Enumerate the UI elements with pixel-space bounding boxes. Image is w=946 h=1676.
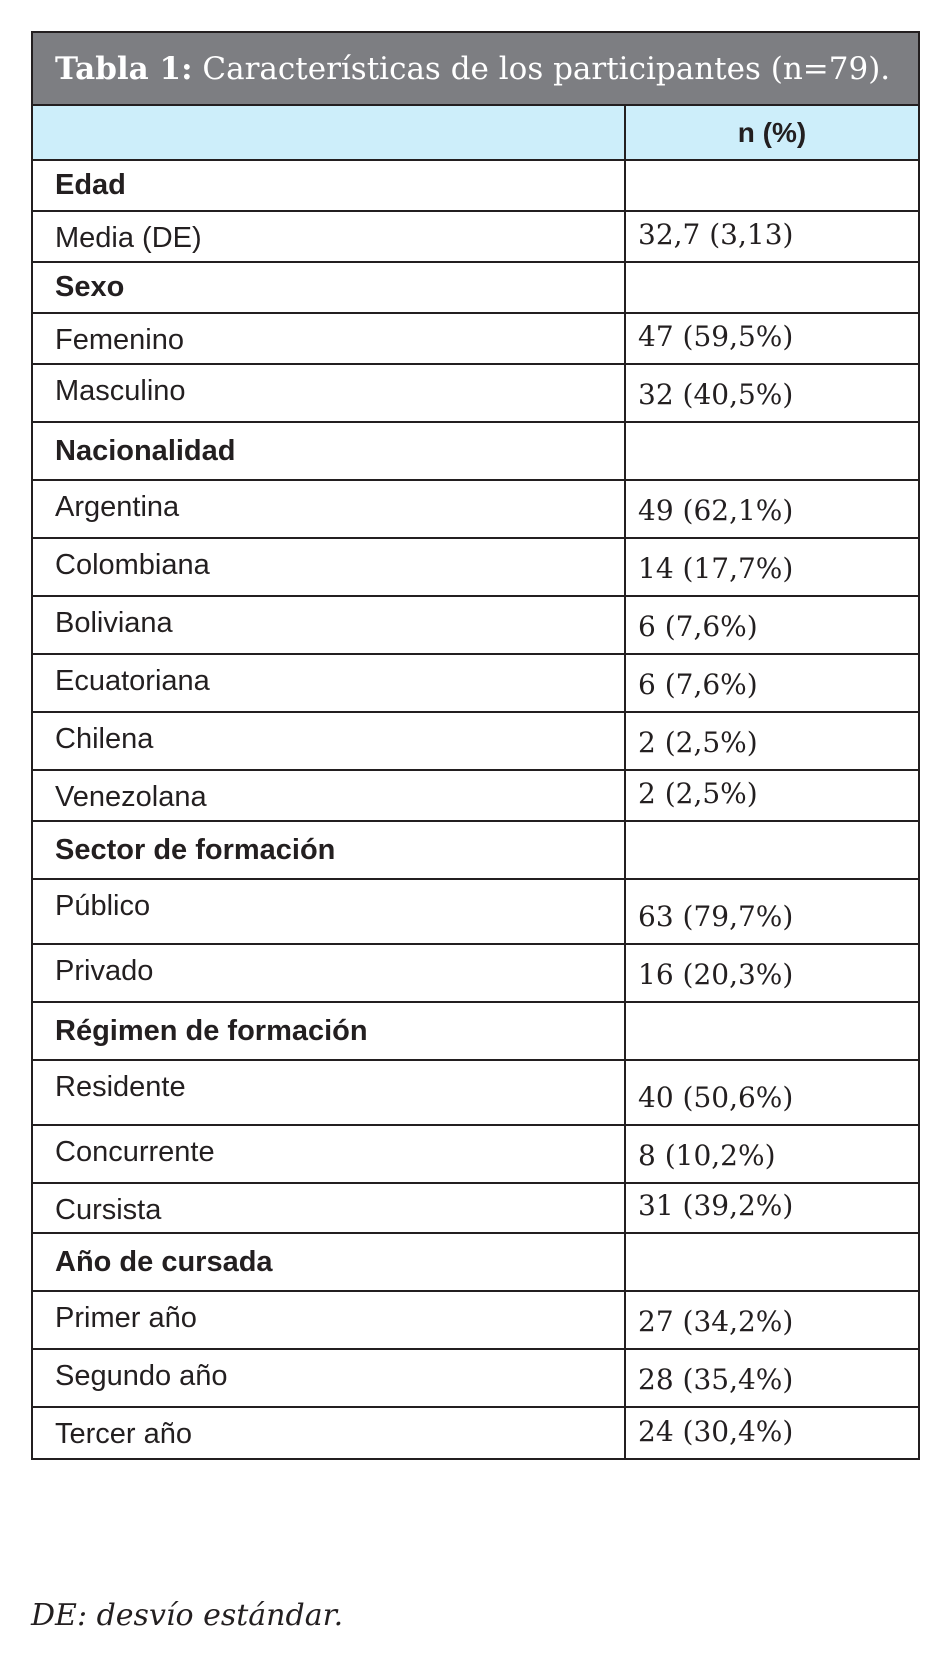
row-label: Venezolana — [33, 771, 626, 820]
row-value — [626, 161, 918, 210]
row-value: 63 (79,7%) — [638, 900, 794, 933]
category-row — [33, 1234, 918, 1292]
row-value: 24 (30,4%) — [638, 1415, 794, 1448]
table-row — [33, 365, 918, 423]
row-value — [626, 822, 918, 878]
table-footnote: DE: desvío estándar. — [31, 1598, 344, 1633]
table-title — [33, 33, 918, 106]
table-body — [33, 161, 918, 1458]
table-row — [33, 597, 918, 655]
row-label: Masculino — [33, 365, 626, 421]
table-title-label: Tabla 1: — [55, 50, 193, 87]
row-value: 32 (40,5%) — [638, 378, 794, 411]
category-label: Nacionalidad — [33, 423, 626, 479]
category-row — [33, 161, 918, 212]
row-label: Colombiana — [33, 539, 626, 595]
row-value: 47 (59,5%) — [638, 320, 794, 353]
category-row — [33, 1003, 918, 1061]
row-label: Público — [33, 880, 626, 943]
row-label: Boliviana — [33, 597, 626, 653]
row-label: Media (DE) — [33, 212, 626, 261]
category-row — [33, 423, 918, 481]
row-value: 14 (17,7%) — [638, 552, 794, 585]
row-value: 28 (35,4%) — [638, 1363, 794, 1396]
row-value: 27 (34,2%) — [638, 1305, 794, 1338]
row-label: Chilena — [33, 713, 626, 769]
row-label: Argentina — [33, 481, 626, 537]
category-label: Sexo — [33, 263, 626, 312]
category-label: Año de cursada — [33, 1234, 626, 1290]
table-row — [33, 1292, 918, 1350]
row-value — [626, 263, 918, 312]
table-row — [33, 713, 918, 771]
header-cell-n-percent: n (%) — [737, 116, 807, 148]
row-value: 49 (62,1%) — [638, 494, 794, 527]
header-cell-variable — [33, 106, 626, 159]
row-label: Segundo año — [33, 1350, 626, 1406]
category-row — [33, 822, 918, 880]
category-label: Sector de formación — [33, 822, 626, 878]
table-row — [33, 945, 918, 1003]
row-value: 8 (10,2%) — [638, 1139, 776, 1172]
table-row — [33, 539, 918, 597]
table-row — [33, 1408, 918, 1458]
category-row — [33, 263, 918, 314]
row-value — [626, 423, 918, 479]
row-label: Concurrente — [33, 1126, 626, 1182]
row-value: 40 (50,6%) — [638, 1081, 794, 1114]
row-label: Femenino — [33, 314, 626, 363]
row-value: 32,7 (3,13) — [638, 218, 794, 251]
table-row — [33, 1061, 918, 1126]
row-label: Residente — [33, 1061, 626, 1124]
table-row — [33, 771, 918, 822]
category-label: Edad — [33, 161, 626, 210]
row-label: Privado — [33, 945, 626, 1001]
row-value: 6 (7,6%) — [638, 610, 758, 643]
table-row — [33, 1184, 918, 1234]
table-row — [33, 481, 918, 539]
row-value — [626, 1003, 918, 1059]
row-label: Tercer año — [33, 1408, 626, 1458]
row-label: Ecuatoriana — [33, 655, 626, 711]
category-label: Régimen de formación — [33, 1003, 626, 1059]
table-row — [33, 1350, 918, 1408]
row-value — [626, 1234, 918, 1290]
table-header-row — [33, 106, 918, 161]
row-value: 2 (2,5%) — [638, 726, 758, 759]
row-value: 16 (20,3%) — [638, 958, 794, 991]
row-value: 2 (2,5%) — [638, 777, 758, 810]
table-row — [33, 314, 918, 365]
row-label: Cursista — [33, 1184, 626, 1232]
row-label: Primer año — [33, 1292, 626, 1348]
row-value: 6 (7,6%) — [638, 668, 758, 701]
table-row — [33, 655, 918, 713]
table-row — [33, 880, 918, 945]
table-title-text: Características de los participantes (n=79). — [202, 50, 891, 87]
row-value: 31 (39,2%) — [638, 1189, 794, 1222]
table-row — [33, 1126, 918, 1184]
table-row — [33, 212, 918, 263]
participants-table — [31, 31, 920, 1460]
